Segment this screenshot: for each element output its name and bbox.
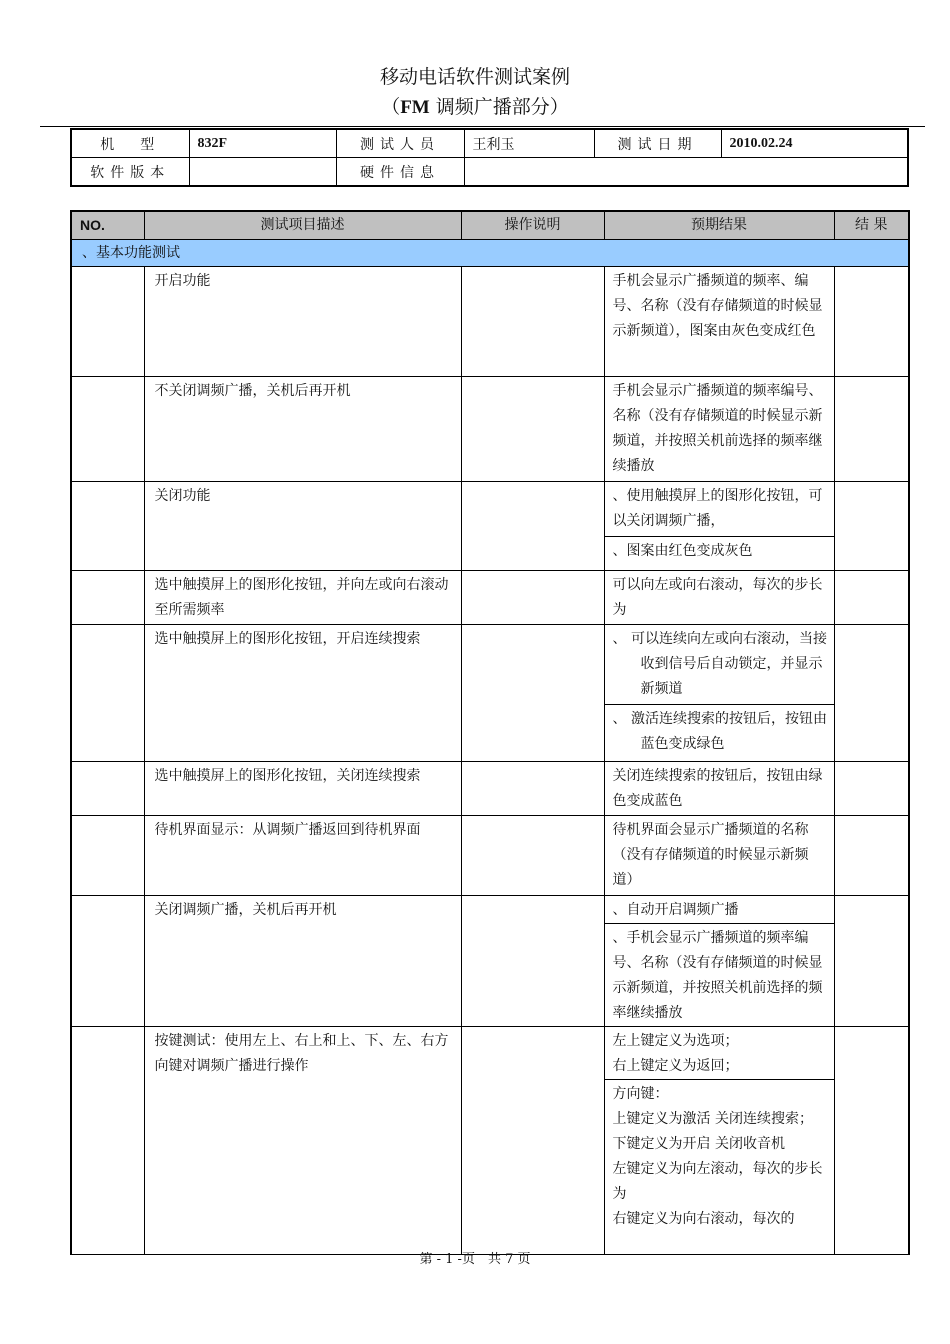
- header-desc: 测试项目描述: [144, 211, 461, 240]
- row-no: [71, 625, 144, 762]
- row-desc: 不关闭调频广播，关机后再开机: [144, 377, 461, 482]
- table-row: [71, 482, 909, 537]
- row-desc: 选中触摸屏上的图形化按钮，开启连续搜索: [144, 625, 461, 762]
- row-desc: 选中触摸屏上的图形化按钮，并向左或向右滚动至所需频率: [144, 571, 461, 625]
- row-op: [461, 571, 604, 625]
- row-desc: 关闭调频广播，关机后再开机: [144, 896, 461, 1027]
- table-row: [71, 571, 909, 625]
- expected-text: 、使用触摸屏上的图形化按钮，可以关闭调频广播，: [612, 488, 823, 529]
- hardware-label: 硬件信息: [336, 158, 464, 187]
- model-value: 832F: [189, 129, 336, 158]
- section-row: [71, 240, 909, 267]
- date-value: 2010.02.24: [721, 129, 908, 158]
- row-result: [834, 1027, 909, 1255]
- row-expected: [604, 377, 834, 482]
- expected-text: 、手机会显示广播频道的频率编号、名称（没有存储频道的时候显示新频道，并按照关机前选择的频率继续播放: [612, 930, 823, 1021]
- row-result: [834, 625, 909, 762]
- expected-text: 可以向左或向右滚动，每次的步长为: [612, 577, 823, 618]
- table-row: [71, 1027, 909, 1080]
- table-row: [71, 267, 909, 377]
- row-result: [834, 482, 909, 571]
- row-no: [71, 267, 144, 377]
- expected-text: 、 激活连续搜索的按钮后，按钮由蓝色变成绿色: [612, 711, 827, 752]
- row-no: [71, 377, 144, 482]
- expected-text: 手机会显示广播频道的频率、编号、名称（没有存储频道的时候显示新频道），图案由灰色变成红色: [612, 273, 823, 339]
- row-expected: [604, 267, 834, 377]
- row-op: [461, 896, 604, 1027]
- table-row: [71, 762, 909, 816]
- row-no: [71, 482, 144, 571]
- row-op: [461, 482, 604, 571]
- header-no: NO.: [71, 211, 144, 240]
- header-rule: [40, 126, 925, 127]
- row-desc: 开启功能: [144, 267, 461, 377]
- document-title: 移动电话软件测试案例: [379, 66, 570, 88]
- row-desc: 按键测试：使用左上、右上和上、下、左、右方向键对调频广播进行操作: [144, 1027, 461, 1255]
- table-row: [71, 377, 909, 482]
- row-expected: [604, 762, 834, 816]
- test-case-table: [70, 210, 910, 1255]
- row-expected: [604, 1080, 834, 1255]
- row-desc: 选中触摸屏上的图形化按钮，关闭连续搜索: [144, 762, 461, 816]
- row-no: [71, 896, 144, 1027]
- row-expected: [604, 924, 834, 1027]
- row-op: [461, 267, 604, 377]
- row-result: [834, 377, 909, 482]
- expected-text: 关闭连续搜索的按钮后，按钮由绿色变成蓝色: [612, 768, 823, 809]
- row-expected: [604, 571, 834, 625]
- row-op: [461, 816, 604, 896]
- row-no: [71, 762, 144, 816]
- software-value: [189, 158, 336, 187]
- section-title: 、基本功能测试: [71, 240, 909, 267]
- expected-text: 左上键定义为选项； 右上键定义为返回；: [612, 1033, 739, 1074]
- model-label: 机 型: [71, 129, 189, 158]
- table-row: [71, 896, 909, 924]
- row-no: [71, 571, 144, 625]
- expected-text: 、 可以连续向左或向右滚动，当接收到信号后自动锁定，并显示新频道: [612, 631, 827, 697]
- tester-label: 测试人员: [336, 129, 464, 158]
- software-label: 软件版本: [71, 158, 189, 187]
- document-subtitle: （FM 调频广播部分）: [381, 96, 569, 118]
- row-result: [834, 896, 909, 1027]
- info-table: [70, 128, 909, 187]
- row-expected: [604, 625, 834, 705]
- row-result: [834, 816, 909, 896]
- expected-text: 待机界面会显示广播频道的名称（没有存储频道的时候显示新频道）: [612, 822, 809, 888]
- hardware-value: [464, 158, 908, 187]
- row-no: [71, 1027, 144, 1255]
- row-op: [461, 1027, 604, 1255]
- row-expected: [604, 482, 834, 537]
- tester-value: 王利玉: [464, 129, 594, 158]
- header-expected: 预期结果: [604, 211, 834, 240]
- row-desc: 关闭功能: [144, 482, 461, 571]
- expected-text: 、图案由红色变成灰色: [612, 543, 753, 559]
- row-result: [834, 762, 909, 816]
- row-result: [834, 267, 909, 377]
- expected-text: 手机会显示广播频道的频率编号、名称（没有存储频道的时候显示新频道，并按照关机前选择的频率继续播放: [612, 383, 823, 474]
- row-desc: 待机界面显示：从调频广播返回到待机界面: [144, 816, 461, 896]
- table-row: [71, 625, 909, 705]
- header-op: 操作说明: [461, 211, 604, 240]
- page-footer: 第 - 1 -页 共 7 页: [419, 1252, 531, 1267]
- row-op: [461, 762, 604, 816]
- row-no: [71, 816, 144, 896]
- expected-text: 、自动开启调频广播: [612, 902, 739, 918]
- header-result: 结 果: [834, 211, 909, 240]
- row-expected: [604, 1027, 834, 1080]
- row-op: [461, 625, 604, 762]
- row-result: [834, 571, 909, 625]
- date-label: 测试日期: [594, 129, 721, 158]
- row-op: [461, 377, 604, 482]
- row-expected: [604, 705, 834, 762]
- row-expected: [604, 816, 834, 896]
- row-expected: [604, 537, 834, 571]
- table-header-row: [71, 211, 909, 240]
- table-row: [71, 816, 909, 896]
- expected-text: 方向键： 上键定义为激活 关闭连续搜索； 下键定义为开启 关闭收音机 左键定义为向左滚动，每次的步长为 右键定义为向右滚动，每次的: [612, 1086, 823, 1227]
- row-expected: [604, 896, 834, 924]
